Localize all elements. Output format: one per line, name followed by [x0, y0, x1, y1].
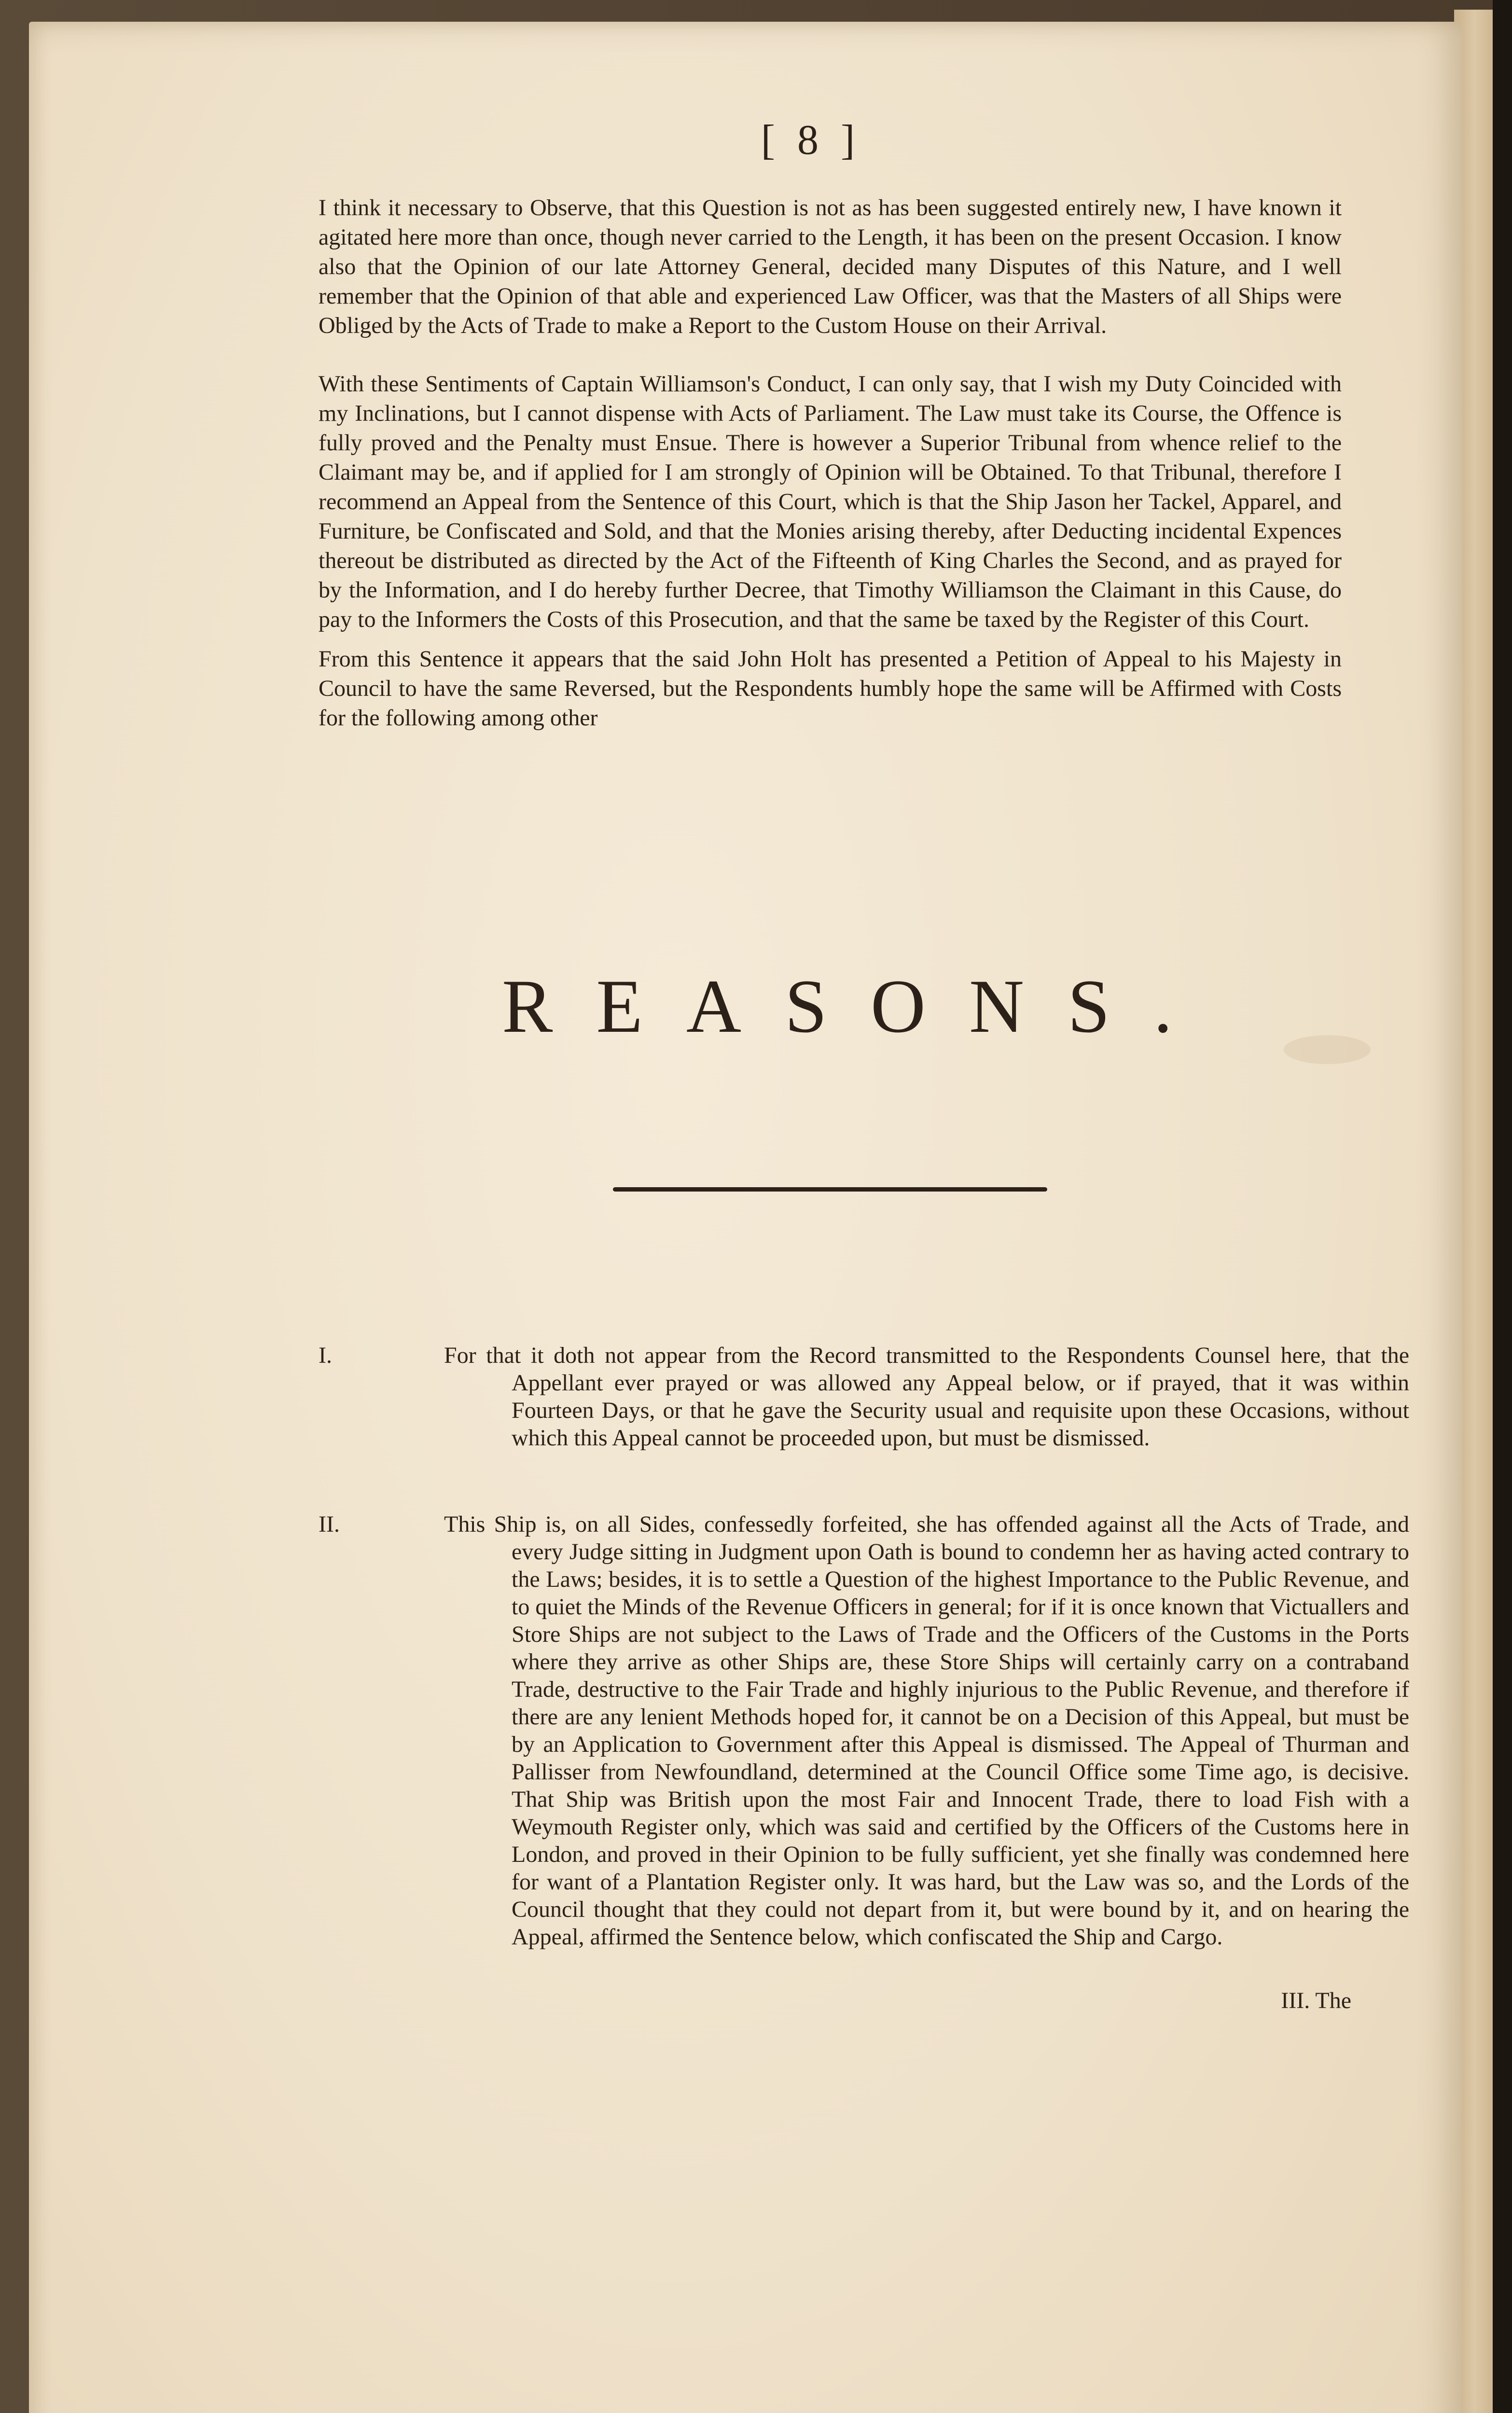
paragraph-1: I think it necessary to Observe, that this Question is not as has been suggested entirely new, I have known it agitated here more than once, though never carried to the Length, it has been on the present Occasion. I know also that the Opinion of our late Attorney General, decided many Disputes of this Nature, and I well remember that the Opinion of that able and experienced Law Officer, was that the Masters of all Ships were Obliged by the Acts of Trade to make a Report to the Custom House on their Arrival.: [319, 195, 1342, 338]
paragraph-2: With these Sentiments of Captain Williamson's Conduct, I can only say, that I wish my Duty Coincided with my Inclinations, but I cannot dispense with Acts of Parliament. The Law must take its Course, the Offence is fully proved and the Penalty must Ensue. There is however a Superior Tribunal from whence relief to the Claimant may be, and if applied for I am strongly of Opinion will be Obtained. To that Tribunal, therefore I recommend an Appeal from the Sentence of this Court, which is that the Ship Jason her Tackel, Apparel, and Furniture, be Confiscated and Sold, and that the Monies arising thereby, after Deducting incidental Expences thereout be distributed as directed by the Act of the Fifteenth of King Charles the Second, and as prayed for by the Information, and I do hereby further Decree, that Timothy Williamson the Claimant in this Cause, do pay to the Informers the Costs of this Prosecution, and that the same be taxed by the Register of this Court.: [319, 371, 1342, 632]
heading-rule: [613, 1187, 1047, 1192]
reason-text: For that it doth not appear from the Record transmitted to the Respondents Counsel here, that the Appellant ever prayed or was allowed any Appeal below, or if prayed, that it was within Fourteen Days, or that he gave the Security usual and requisite upon these Occasions, without which this Appeal cannot be proceeded upon, but must be dismissed.: [444, 1343, 1409, 1451]
reason-numeral: I.: [319, 1343, 332, 1368]
reason-numeral: II.: [319, 1512, 340, 1537]
paragraph-3: From this Sentence it appears that the said John Holt has presented a Petition of Appeal to his Majesty in Council to have the same Reversed, but the Respondents humbly hope the same will be Affirmed with Costs for the following among other: [319, 646, 1342, 731]
catchword: III. The: [1281, 1988, 1351, 2013]
binding-edge: [1493, 0, 1512, 2413]
reason-text: This Ship is, on all Sides, confessedly forfeited, she has offended against all the Acts of Trade, and every Judge sitting in Judgment upon Oath is bound to condemn her as having acted contrary to the Laws; besides, it is to settle a Question of the highest Importance to the Public Revenue, and to quiet the Minds of the Revenue Officers in general; for if it is once known that Victuallers and Store Ships are not subject to the Laws of Trade and the Officers of the Customs in the Ports where they arrive as other Ships are, these Store Ships will certainly carry on a contraband Trade, destructive to the Fair Trade and highly injurious to the Public Revenue, and therefore if there are any lenient Methods hoped for, it cannot be on a Decision of this Appeal, but must be by an Application to Government after this Appeal is dismissed. The Appeal of Thurman and Pallisser from Newfoundland, determined at the Council Office some Time ago, is decisive. That Ship was British upon the most Fair and Innocent Trade, there to load Fish with a Weymouth Register only, which was said and certified by the Officers of the Customs here in London, and proved in their Opinion to be fully sufficient, yet she finally was condemned here for want of a Plantation Register only. It was hard, but the Law was so, and the Lords of the Council thought that they could not depart from it, but were bound by it, and on hearing the Appeal, affirmed the Sentence below, which confiscated the Ship and Cargo.: [444, 1512, 1409, 1950]
paper-stain: [1284, 1035, 1371, 1064]
page-number: [ 8 ]: [761, 117, 861, 164]
reasons-heading: REASONS.: [502, 964, 1216, 1049]
